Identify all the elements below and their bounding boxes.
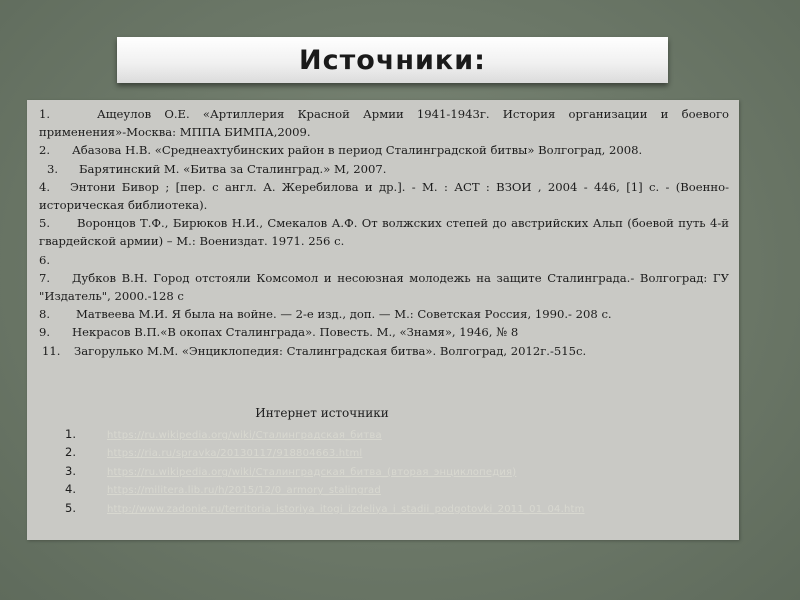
reference-item bbox=[39, 160, 729, 178]
reference-text: Барятинский М. «Битва за Сталинград.» М, 2007. bbox=[79, 161, 387, 176]
reference-text: Энтони Бивор ; [пер. с англ. А. Жеребилова и др.]. - М. : АСТ : ВЗОИ , 2004 - 446, [1] с. - (Военно-историческая библиотека). bbox=[39, 179, 729, 213]
link-number: 5. bbox=[65, 500, 76, 515]
link-number: 2. bbox=[65, 445, 76, 460]
reference-number: 9. bbox=[39, 325, 51, 340]
reference-text: Дубков В.Н. Город отстояли Комсомол и несоюзная молодежь на защите Сталинграда.- Волгоград: ГУ "Издатель", 2000.-128 с bbox=[39, 270, 729, 304]
reference-item bbox=[39, 251, 729, 269]
reference-number: 6. bbox=[39, 252, 51, 267]
slide-title: Источники: bbox=[299, 44, 486, 76]
internet-link-item bbox=[65, 500, 725, 518]
reference-item bbox=[39, 178, 729, 214]
internet-link[interactable]: https://militera.lib.ru/h/2015/12/0_armory_stalingrad bbox=[107, 485, 381, 497]
link-number: 3. bbox=[65, 463, 76, 478]
reference-item bbox=[39, 305, 729, 323]
reference-number: 8. bbox=[39, 307, 51, 322]
internet-link-item bbox=[65, 426, 725, 444]
reference-number: 1. bbox=[39, 107, 51, 121]
reference-number: 4. bbox=[39, 179, 51, 194]
internet-links-list bbox=[65, 426, 725, 518]
link-number: 4. bbox=[65, 482, 76, 497]
link-number: 1. bbox=[65, 427, 76, 441]
reference-item bbox=[39, 269, 729, 305]
content-panel bbox=[27, 100, 739, 540]
reference-number: 5. bbox=[39, 216, 51, 231]
reference-item bbox=[39, 214, 729, 250]
references-list bbox=[39, 105, 729, 360]
internet-link[interactable]: http://www.zadonie.ru/territoria_istoriya_itogi_izdeliya_i_stadii_podgotovki_2011_01_04.htm bbox=[107, 503, 585, 515]
internet-link-item bbox=[65, 444, 725, 462]
reference-number: 2. bbox=[39, 143, 51, 158]
reference-text: Матвеева М.И. Я была на войне. — 2-е изд., доп. — М.: Советская Россия, 1990.- 208 с. bbox=[76, 307, 612, 322]
internet-link-item bbox=[65, 463, 725, 481]
reference-item bbox=[39, 342, 729, 360]
internet-link-item bbox=[65, 481, 725, 499]
reference-text: Абазова Н.В. «Среднеахтубинских район в период Сталинградской битвы» Волгоград, 2008. bbox=[72, 143, 643, 158]
reference-text: Ащеулов О.Е. «Артиллерия Красной Армии 1941-1943г. История организации и боевого применения»-Москва: МППА БИМПА,2009. bbox=[39, 107, 729, 140]
reference-item bbox=[39, 323, 729, 341]
internet-link[interactable]: https://ru.wikipedia.org/wiki/Сталинградская_битва_(вторая_энциклопедия) bbox=[107, 466, 517, 478]
reference-item bbox=[39, 105, 729, 141]
reference-text: Некрасов В.П.«В окопах Сталинграда». Повесть. М., «Знамя», 1946, № 8 bbox=[72, 325, 519, 340]
title-banner bbox=[117, 37, 668, 83]
reference-number: 11. bbox=[42, 343, 61, 358]
reference-text: Воронцов Т.Ф., Бирюков Н.И., Смекалов А.Ф. От волжских степей до австрийских Альп (боевой путь 4-й гвардейской армии) – М.: Воениздат. 1971. 256 с. bbox=[39, 216, 729, 249]
reference-item bbox=[39, 141, 729, 159]
reference-number: 7. bbox=[39, 270, 51, 285]
internet-sources-heading: Интернет источники bbox=[255, 406, 389, 420]
reference-number: 3. bbox=[47, 161, 59, 176]
internet-link[interactable]: https://ru.wikipedia.org/wiki/Сталинградская_битва bbox=[107, 430, 382, 441]
reference-text: Загорулько М.М. «Энциклопедия: Сталинградская битва». Волгоград, 2012г.-515с. bbox=[74, 343, 587, 358]
internet-link[interactable]: https://ria.ru/spravka/20130117/918804663.html bbox=[107, 448, 363, 460]
